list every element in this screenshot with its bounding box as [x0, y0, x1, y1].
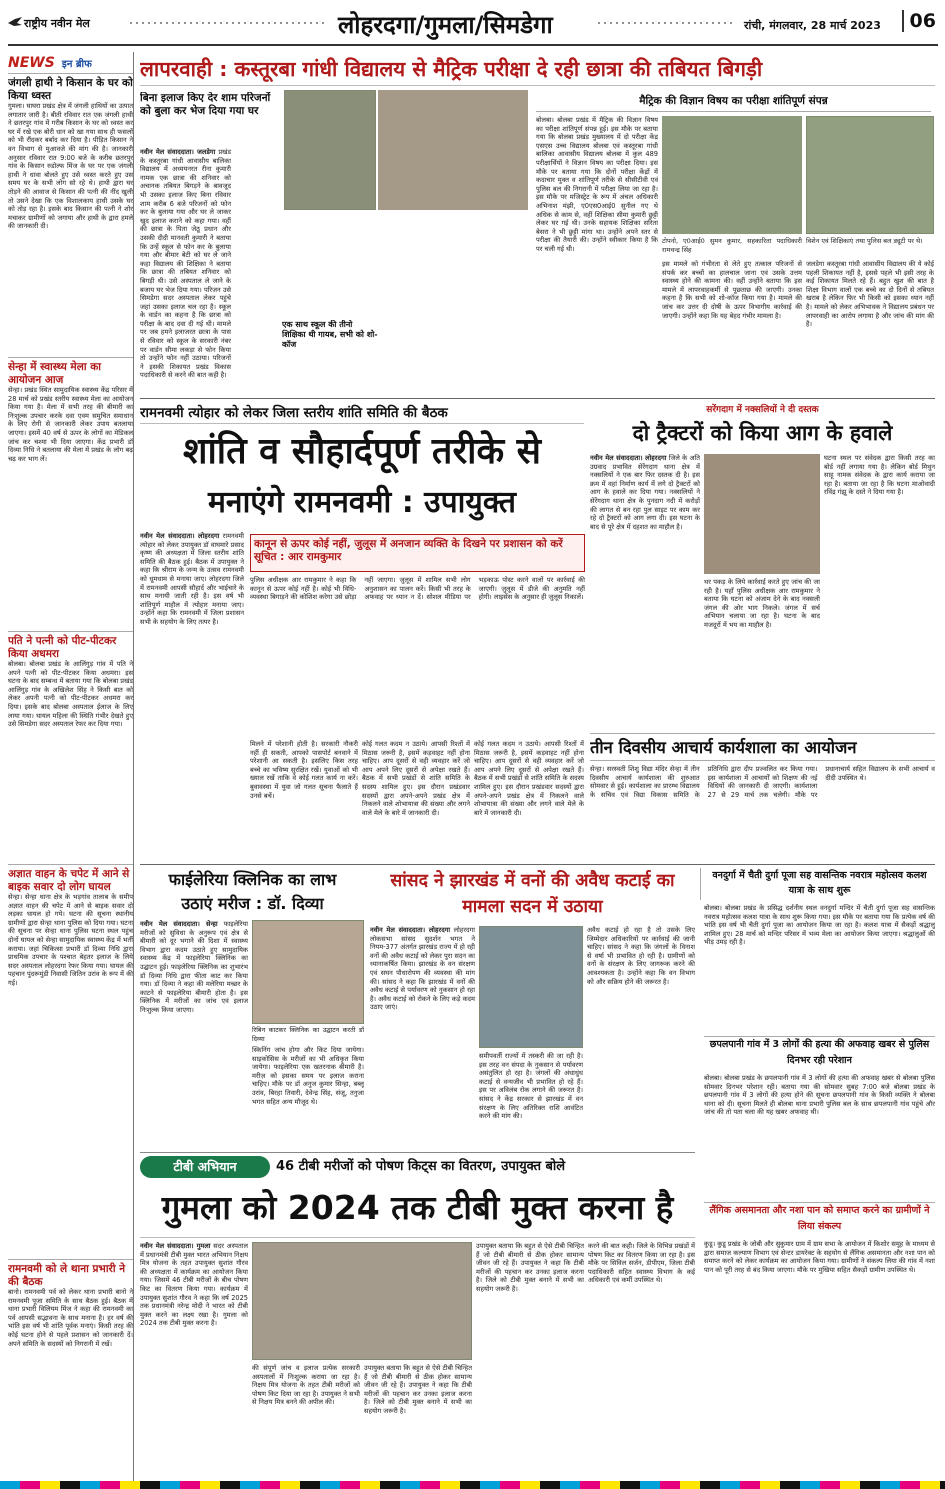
brand-logo	[8, 16, 128, 32]
ramnavami-body-3: कोई गलत कदम न उठाये। आपसी रिश्तों में मिठास जरूरी है, इसमें कड़वाहट नहीं होना चाहिए। आप दूसरों से वही व्यवहार करें जो आप अपने लिए दूसरों से अपेक्षा रखते हैं। बैठक में सभी प्रखंडों से शांति समिति के सदस्य शामिल हुए। इस दौरान प्रखंडवार सदस्यों द्वारा अपने-अपने प्रखंड क्षेत्र में निकलने वाले शोभायात्रा की संख्या और लगने वाले मेले के बारे में जानकारी दी।	[362, 740, 470, 817]
navratri-headline-3: लैंगिक असमानता और नशा पान को समाप्त करने का ग्रामीणों ने लिया संकल्प	[704, 1202, 935, 1236]
header-dots	[128, 20, 328, 28]
bird-icon	[8, 17, 22, 29]
section-title: लोहरदगा/गुमला/सिमडेगा	[338, 11, 553, 39]
navratri-headline-2: छपलपानी गांव में 3 लोगों की हत्या की अफवाह खबर से पुलिस दिनभर रही परेशान	[704, 1036, 935, 1070]
photo-mp-portrait	[479, 926, 583, 1048]
tb-body	[140, 1242, 248, 1466]
nib-title: सेन्हा में स्वास्थ्य मेला का आयोजन आज	[8, 361, 101, 386]
science-exam-caption-2: विशेन एवं शिक्षिकाएं तथा पुलिस बल ड्यूटी पर थे।	[806, 237, 923, 245]
nib-title: पति ने पत्नी को पीट-पीटकर किया अधमरा	[8, 635, 117, 660]
nib-title: अज्ञात वाहन के चपेट में आने से बाइक सवार दो लोग घायल	[8, 868, 130, 893]
nib-item-3	[8, 632, 133, 865]
science-exam-body-3: जलडेगा कस्तूरबा गांधी आवासीय विद्यालय की ये कोई पहली शिकायत नहीं है, इससे पहले भी इसी तरह के कई शिकायत मिलते रहे हैं। बहुत खुश की बात है शिक्षा विभाग वालों एक बच्चे का दो दिनों से तबियत खराब है लेकिन फिर भी किसी को इसका ध्यान नहीं है। मामले को लेकर अभिभावक ने विद्यालय प्रबंधन पर लापरवाही का आरोप लगाया है और जांच की मांग की है।	[806, 260, 934, 329]
tb-body-2: की संपूर्ण जांच व इलाज प्रत्येक सरकारी अस्पतालों में निःशुल्क कराया जा रहा है। निक्षय मित्र योजना के तहत टीबी मरीजों को पोषण किट दिया जा रहा है। उपायुक्त ने सभी से निक्षय मित्र बनने की अपील की।	[252, 1364, 360, 1407]
mp-forest-body	[370, 926, 475, 1148]
navratri-body-3: कुडू। कुडू प्रखंड के जोबी और सुकुमार ग्राम में ग्राम सभा के आयोजन में किशोर समूह के माध्यम से द्वारा समाज कल्याण विभाग एवं सेन्टर डायरेक्ट के सहयोग से लैंगिक असमानता और नशा पान को समाप्त करने को लेकर कार्यक्रम का आयोजन किया गया। ग्रामीणों ने संकल्प लिया की गांव में नशा पान को पूरी तरह से बंद किया जाएगा। मौके पर मुखिया सहित सैकड़ों ग्रामीण उपस्थित थे।	[704, 1240, 935, 1274]
tb-body-4: उपायुक्त बताया कि बहुत से ऐसे टीबी चिन्हित हैं जो टीबी बीमारी से ठीक होकर सामान्य जीवन जी रहे हैं। उपायुक्त ने कहा कि टीबी मरीजों की पहचान कर उनका इलाज करना है। जिले को टीबी मुक्त बनाने में सभी का सहयोग जरूरी है।	[476, 1242, 584, 1293]
body-text: रामनवमी त्योहार को लेकर उपायुक्त डॉ वाघमारे प्रसाद कृष्ण की अध्यक्षता में जिला स्तरीय शांति समिति की बैठक हुई। बैठक में उपायुक्त ने कहा कि श्रीराम के जन्म के उत्सव रामनवमी को धूमधाम से मनाया जाए। लोहरदगा जिले में रामनवमी आपसी सौहार्द और भाईचारे के साथ मनायी जाती रही है। इस वर्ष भी शांतिपूर्ण माहौल में त्योहार मनाया जाए। उन्होंने कहा कि रामनवमी में जिला प्रशासन सभी के सहयोग के लिए तत्पर है।	[140, 532, 244, 626]
ramnavami-headline-2: मनाएंगे रामनवमी : उपायुक्त	[207, 485, 517, 520]
nib-body: सेन्हा। प्रखंड स्थित सामुदायिक स्वास्थ्य केंद्र परिसर में 28 मार्च को प्रखंड स्तरीय स्वास्थ्य मेला का आयोजन किया गया है। मेला में सभी तरह की बीमारी का निःशुल्क उपचार करके दवा एवम समुचित समाधान के लिए रोगी से जानकारी लेकर उपाय बतलाया जाएगा। इसमें 40 वर्ष से ऊपर के लोगों का मेडिकल जांच कर चश्मा भी दिया जाएगा। केंद्र प्रभारी डॉ दिव्या निधि ने बतलाया की मेला में प्रखंड के लोग बढ़ चढ़ कर भाग लें।	[8, 386, 133, 463]
tractors-body	[590, 454, 700, 729]
byline: नवीन मेल संवाददाता। लोहरदगा	[590, 454, 667, 462]
photo-exam-officials	[662, 116, 802, 234]
ramnavami-body	[140, 532, 244, 860]
nib-title: जंगली हाथी ने किसान के घर को किया ध्वस्त	[8, 77, 133, 102]
science-exam-body: बोलबा। बोलबा प्रखंड में मैट्रिक की विज्ञान विषय का परीक्षा शांतिपूर्ण संपन्न हुई। इस मौके पर बताया गया कि बोलबा प्रखंड मुख्यालय में दो परीक्षा केंद्र एसएस उच्च विद्यालय बोलबा एवं कस्तूरबा गांधी बालिका आवासीय विद्यालय बोलबा में कुल 489 परीक्षार्थियों ने विज्ञान विषय का परीक्षा दिया। इस मौके पर बताया गया कि दोनों परीक्षा केंद्रों में कदाचार मुक्त व शांतिपूर्ण तरीके से सीसीटीवी एवं पुलिस बल की निगरानी में परीक्षा लिया जा रहा है। इस मौके पर मजिस्ट्रेट के रूप में अंचल अधिकारी अभिनाश मंझी, ए0एस0आई0 सुनील गए थे अधिक से काम से, वहीं शिक्षिका सीमा कुमारी छुट्टी लेकर घर गई थी। उनके सहायक शिक्षिका सरिता बेसरा ने भी छुट्टी मांगा था। उन्होंने अपने स्तर से परीक्षा की तैयारी की। उन्होंने स्वीकार किया है कि पर चली गई थी।	[536, 116, 658, 253]
tb-kicker: 46 टीबी मरीजों को पोषण किट्स का वितरण, उपायुक्त बोले	[276, 1159, 566, 1174]
science-exam-caption-1: टोपनो, ए0आई0 सुमन कुमार, सहकारिता पदाधिकारी रामचन्द्र सिंह	[662, 237, 802, 254]
nib-item-2	[8, 358, 133, 632]
nib-body: बोलबा। बोलबा प्रखंड के आलिंगुड़ गांव में पति ने अपने पत्नी को पीट-पीटकर किया अधमरा। इस घटना के बाद सम्बन्ध में बताया गया कि बोलबा प्रखंड आलिंगुड़ गांव के अखिलेश सिंह ने किसी बात को लेकर अपनी पत्नी को पीट-पीटकर अधमरा कर दिया। इसके बाद बोलबा अस्पताल ईलाज के लिए लाया गया। घायल महिला की स्थिति गंभीर देखते हुए उसे सिमडेगा सदर अस्पताल रेफर कर दिया गया।	[8, 660, 133, 729]
byline: नवीन मेल संवाददाता। लोहरदगा	[370, 926, 451, 934]
mp-forest-body-2: समीपवर्ती राज्यों में तस्करी की जा रही है। इस तरह वन संपदा के नुकसान से पर्यावरण असंतुलित हो रहा है। जंगलों की अंधाधुंध कटाई से वन्यजीव भी प्रभावित हो रहे हैं। इस पर अविलंब रोक लगाने की जरूरत है। सांसद ने केंद्र सरकार से झारखंड में वन संरक्षण के लिए अतिरिक्त राशि आवंटित करने की मांग की।	[479, 1052, 583, 1121]
science-exam-headline: मैट्रिक की विज्ञान विषय का परीक्षा शांतिपूर्ण संपन्न	[536, 94, 931, 112]
filaria-body-2: स्किनिंग जांच होगा और किट दिया जायेगा। साइकोसिस के मरीजों का भी अधिकृत किया जायेगा। फाइलेरिया एक खतरनाक बीमारी है। मरीज़ को इसका समय पर इलाज कराना चाहिए। मौके पर डॉ अनुज कुमार सिन्हा, बब्लू उरांव, बिरहा तिवारी, देवेन्द्र सिंह, संजू, तनुजा भगत सहित अन्य मौजूद थे।	[252, 1046, 364, 1106]
byline: नवीन मेल संवाददाता। लोहरदगा	[140, 532, 220, 540]
ramnavami-kicker: रामनवमी त्योहार को लेकर जिला स्तरीय शांति समिति की बैठक	[140, 402, 584, 424]
science-exam-body-2: इस मामले को गंभीरता से लेते हुए तत्काल परिजनों से संपर्क कर बच्चों का हालचाल जाना एवं उसके उत्तम स्वास्थ्य होने की कामना की। वहीं उन्होंने बताया कि इस मामले में लापरवाहकर्मी से पूछताछ की जाएगी। उनका कहना है कि सभी को शो-कॉज किया गया है। मामले की जांच कर उत्तर दी दोषी के ऊपर विभागीय कार्रवाई की जाएगी। उन्होंने कहा कि यह बेहद गंभीर मामला है।	[662, 260, 802, 320]
body-text: प्रखंड के कस्तूरबा गांधी आवासीय बालिका विद्यालय में अध्ययनरत रीना कुमारी नामक एक छात्रा की शनिवार को अचानक तबियत बिगड़ने के बावजूद भी उसका इलाज किए बिना रविवार शाम करीब 6 बजे परिजनों को फोन कर के बुलाया गया और घर ले जाकर खुद इलाज कराने को कहा गया। वहीं की छात्रा के पिता जेठू प्रधान और उसकी दीदी मानवती कुमारी ने बताया कि उन्हें स्कूल से फोन कर के बुलाया गया और बीमार बेटी को घर ले जाने कहा विद्यालय की शिक्षिका ने बताया कि छात्रा की तबियत शनिवार को बिगड़ी थी। उसे अस्पताल ले जाने के बजाय घर भेज दिया गया। परिजन उसे सिमडेगा सदर अस्पताल लेकर पहुंचे जहां उसका इलाज चल रहा है। स्कूल के वार्डन का कहना है कि छात्रा को परीक्षा के बाद दवा दी गई थी। मामले पर जब हमने इलाजरत छात्रा के पास से रविवार को स्कूल के सरकारी नंबर पर वार्डन सीमा लकड़ा से फोन किया तो उन्होंने फोन नहीं उठाया। परिजनों ने इसकी शिकायत प्रखंड विकास पदाधिकारी से करने की बात कही है।	[140, 148, 231, 380]
mp-forest-body-3: अवैध कटाई हो रहा है तो उसके लिए जिम्मेदार अधिकारियों पर कार्रवाई की जानी चाहिए। सांसद ने कहा कि जंगलों के विनाश से वर्षा भी प्रभावित हो रही है। ग्रामीणों को वनों के संरक्षण के लिए जागरूक करने की आवश्यकता है। उन्होंने कहा कि वन विभाग को और सक्रिय होने की जरूरत है।	[587, 926, 695, 986]
body-text: सदर अस्पताल में प्रधानमंत्री टीबी मुक्त भारत अभियान निक्षय मित्र योजना के तहत उपायुक्त सुशांत गौरव की अध्यक्षता में कार्यक्रम का आयोजन किया गया। जिसमें 46 टीबी मरीजों के बीच पोषण किट का वितरण किया गया। कार्यक्रम में उपायुक्त सुशांत गौरव ने कहा कि वर्ष 2025 तक प्रधानमंत्री नरेन्द्र मोदी ने भारत को टीबी मुक्त करने का लक्ष्य रखा है। गुमला को 2024 तक टीबी मुक्त करना है।	[140, 1242, 248, 1328]
ramnavami-headline-1: शांति व सौहार्दपूर्ण तरीके से	[182, 431, 542, 472]
masthead	[8, 6, 938, 46]
body-text: लोहरदगा लोकसभा सांसद सुदर्शन भगत ने नियम-377 अंतर्गत झारखंड राज्य में हो रही वनों की अवैध कटाई को लेकर पुरा सदन का ध्यानाकर्षित किया। झारखंड के वन संरक्षण एवं सघन पौधारोपण की व्यवस्था की मांग की। सांसद ने कहा कि झारखंड में वनों की अवैध कटाई से पर्यावरण को नुकसान हो रहा है। अवैध कटाई को रोकने के लिए कड़े कदम उठाए जाएं।	[370, 926, 475, 1012]
nib-brief: इन ब्रीफ	[61, 59, 92, 70]
photo-clinic-inauguration	[252, 920, 364, 1024]
divider	[140, 398, 935, 399]
nib-body: सेन्हा। सेन्हा थाना क्षेत्र के भड़गांव तालाब के समीप अज्ञात वाहन की चपेट में आने से बाइक सवार दो लड़का घायल हो गये। घटना की सूचना स्थानीय ग्रामीणों द्वारा सेन्हा थाना पुलिस को दिया गया। घटना की सूचना पर सेन्हा थाना पुलिस घटना स्थल पहुंच दोनों घायल को सेन्हा सामुदायिक स्वास्थ्य केंद्र में भर्ती कराया। जहां चिकित्सा प्रभारी डॉ दिव्या निधि द्वारा प्राथमिक उपचार के पश्चात बेहतर इलाज के लिये सदर अस्पताल लोहरदगा रेफर किया गया। घायल की पहचान पुंदरूमुंडी निवासी जितिन उरांव के रूप में की गई।	[8, 893, 133, 987]
byline: नवीन मेल संवाददाता। गुमला	[140, 1242, 211, 1250]
tractors-kicker: सरेंगदाग में नक्सलियों ने दी दस्तक	[706, 405, 819, 415]
news-in-brief-sidebar	[8, 52, 134, 1482]
tb-banner: टीबी अभियान	[140, 1156, 270, 1178]
ramnavami-body-2: मिलने में परेशानी होती है। सरकारी नौकरी नहीं ही सकती, आपको पासपोर्ट बनवाने में परेशानी आ सकती है। इसलिए किस तरह बच्चे का भविष्य सुरक्षित रखें। युवाओं को भी ख्याल रखें ताकि वे कोई गलत कार्य ना करें। बुवावस्था में युवा जो गलत सूचना फैलाते हैं उनसे बचें।	[250, 740, 358, 800]
tb-body-5: करने की बात कही। जिले के विभिन्न प्रखंडों में पोषण किट का वितरण किया जा रहा है। इस मौके पर सिविल सर्जन, डीपीएम, जिला टीबी पदाधिकारी सहित स्वास्थ्य विभाग के कई अधिकारी एवं कर्मी उपस्थित थे।	[588, 1242, 695, 1285]
tb-body-3: उपायुक्त बताया कि बहुत से ऐसे टीबी चिन्हित हैं जो टीबी बीमारी से ठीक होकर सामान्य जीवन जी रहे हैं। उपायुक्त ने कहा कि टीबी मरीजों की पहचान कर उनका इलाज करना है। जिले को टीबी मुक्त बनाने में सभी का सहयोग जरूरी है।	[364, 1364, 472, 1415]
byline: नवीन मेल संवाददाता। जलडेगा	[140, 148, 216, 156]
photo-burnt-tractor	[704, 454, 820, 574]
nib-title: रामनवमी को ले थाना प्रभारी ने की बैठक	[8, 1263, 126, 1288]
header-dots-2	[596, 20, 736, 28]
nib-logo	[8, 52, 133, 74]
divider	[140, 864, 935, 865]
page-number: 06	[902, 10, 936, 32]
print-color-strip	[0, 1481, 945, 1489]
acharya-headline: तीन दिवसीय आचार्य कार्यशाला का आयोजन	[590, 733, 935, 761]
dateline: रांची, मंगलवार, 28 मार्च 2023	[744, 19, 881, 32]
navratri-body-2: बोलबा। बोलबा प्रखंड के छपलपानी गांव में 3 लोगों की हत्या की अफवाह खबर से बोलबा पुलिस सोमवार दिनभर परेशान रही। बताया गया की सोमवार सुबह 7:00 बजे बोलबा प्रखंड के छपलपानी गांव में 3 लोगों की हत्या होने की सूचना छपलपानी गांव के किसी व्यक्ति ने बोलबा थाना को दी। सूचना मिलते ही बोलबा थाना प्रभारी पुलिस बल के साथ छपलपानी गांव पहुंचे और जांच की तो पता चला की यह खबर अफवाह थी।	[704, 1074, 935, 1117]
filaria-body	[140, 920, 248, 1148]
filaria-headline-2: उठाएं मरीज : डॉ. दिव्या	[181, 894, 324, 913]
tractors-body-3: घटना स्थल पर संवेदक द्वारा किसी तरह का बोर्ड नहीं लगाया गया है। लेकिन बोर्ड मिथुन साहू नामक संवेदक के द्वारा कार्य कराया जा रहा है। बताया जा रहा है कि घटना माओवादी रविंद्र गंझू के दस्ते ने दिया गया है।	[824, 454, 935, 497]
tb-headline: गुमला को 2024 तक टीबी मुक्त करना है	[140, 1180, 695, 1238]
navratri-headline: वनदुर्गा में चैती दुर्गा पूजा सह वासन्तिक नवरात्र महोत्सव कलश यात्रा के साथ शुरू	[700, 868, 935, 900]
top-story-caption: एक साथ स्कूल की तीनो शिक्षिका थी गायब, सभी को शो-कॉज	[282, 320, 378, 349]
ramnavami-quote-body: पुलिस अधीक्षक आर रामकुमार ने कहा कि कानून से ऊपर कोई नहीं है। कोई भी विधि-व्यवस्था बिगाड़ने की कोशिश करेगा उसे छोड़ा नहीं जाएगा। जुलूस में शामिल सभी लोग अनुशासन का पालन करें। किसी भी तरह के अफवाह पर ध्यान न दें। सोशल मीडिया पर भड़काऊ पोस्ट करने वालों पर कार्रवाई की जाएगी। जुलूस में डीजे की अनुमति नहीं होगी। लाइसेंस के अनुसार ही जुलूस निकालें।	[250, 576, 585, 602]
ramnavami-quote: कानून से ऊपर कोई नहीं, जुलूस में अनजान व्यक्ति के दिखने पर प्रशासन को करें सूचित : आर रामकुमार	[250, 534, 585, 572]
nib-item-4	[8, 865, 133, 1260]
nib-item-5	[8, 1260, 133, 1470]
top-story-body	[140, 148, 528, 393]
acharya-body: सेन्हा। सरस्वती शिशु विद्या मंदिर सेन्हा में तीन दिवसीय आचार्य कार्यशाला की शुरुआत सोमवार से हुई। कार्यशाला का प्रारम्भ विद्यालय के सचिव एवं विद्या विकास समिति के प्रतिनिधि द्वारा दीप प्रज्वलित कर किया गया। इस कार्यशाला में आचार्यों को शिक्षण की नई विधियों की जानकारी दी जाएगी। कार्यशाला 27 से 29 मार्च तक चलेगी। मौके पर प्रधानाचार्य सहित विद्यालय के सभी आचार्य व दीदी उपस्थित थे।	[590, 765, 935, 799]
tractors-body-2: थर पकड़ के लिये कार्रवाई करते हुए जांच की जा रही है। यहाँ पुलिस अधीक्षक आर रामकुमार ने बताया कि घटना को अंजाम देने के बाद नक्सली जंगल की ओर भाग निकले। जंगल में सर्च अभियान चलाया जा रहा है। घटना के बाद मजदूरों में भय का माहौल है।	[704, 578, 820, 629]
filaria-headline-1: फाईलेरिया क्लिनिक का लाभ	[168, 870, 337, 889]
brand-name: राष्ट्रीय नवीन मेल	[24, 17, 90, 30]
byline: नवीन मेल संवाददाता। सेन्हा	[140, 920, 218, 928]
ramnavami-body-4: कोई गलत कदम न उठाये। आपसी रिश्तों में मिठास जरूरी है, इसमें कड़वाहट नहीं होना चाहिए। आप दूसरों से वही व्यवहार करें जो आप अपने लिए दूसरों से अपेक्षा रखते हैं। बैठक में सभी प्रखंडों से शांति समिति के सदस्य शामिल हुए। इस दौरान प्रखंडवार सदस्यों द्वारा अपने-अपने प्रखंड क्षेत्र में निकलने वाले शोभायात्रा की संख्या और लगने वाले मेले के बारे में जानकारी दी।	[474, 740, 584, 817]
body-text: फाइलेरिया मरीजों को सुविधा के अनुरूप एवं क्षेत्र से बीमारी को दूर भगाने की दिशा में स्वास्थ्य विभाग द्वारा कदम उठाते हुए सामुदायिक स्वास्थ्य केंद्र में फाइलेरिया क्लिनिक का उद्घाटन हुई। फाइलेरिया क्लिनिक का शुभारंभ डॉ दिव्या निधि द्वारा फीता काट कर किया गया। डॉ दिव्या ने कहा की मलेरिया मच्छर के काटने से फाइलेरिया बीमारी होता है। इस क्लिनिक में मरीजों का जांच एवं इलाज निःशुल्क किया जाएगा।	[140, 920, 248, 1014]
mp-forest-headline: सांसद ने झारखंड में वनों की अवैध कटाई का मामला सदन में उठाया	[390, 871, 675, 917]
body-text: जिले के अति उग्रवाद प्रभावित सेरेंगदाग थाना क्षेत्र में नक्सलियों ने एक बार फिर दस्तक दी है। इस क्रम में वहां निर्माण कार्य में लगे दो ट्रैक्टरों को आग के हवाले कर दिया गया। नक्सलियों ने सेरेंगदाग थाना क्षेत्र के पुनदाग नदी में करोड़ों की लागत से बन रहा पुल साइट पर काम कर रहे दो ट्रैक्टरों को आग लगा दी। इस घटना के बाद से पूरे क्षेत्र में दहशत का माहौल है।	[590, 454, 700, 531]
nib-body: गुमला। घाघरा प्रखंड क्षेत्र में जंगली हाथियों का उत्पात लगातार जारी है। बीती रविवार रात एक जंगली हाथी ने छतरपुर गांव में गरीब किसान के घर को ध्वस्त कर घर में रखे एक बोरी धान को खा गया साथ ही फसलों को भी रौंदकर बर्बाद कर दिया है। पीड़ित किसान ने वन विभाग से मुआवजे की मांग की है। जानकारी अनुसार रविवार रात 9:00 बजे के करीब छतरपुर गांव के किसान रुडोल्फ मिंज के घर पर एक जंगली हाथी ने धावा बोलते हुए उसे ध्वस्त करते हुए उस समय घर के सभी लोग सो रहे थे। हाथी द्वारा घर तोड़ने की आवाज से किसान की पत्नी की नींद खुली तो उसने देखा कि एक विशालकाय हाथी उसके घर को तोड़ रहा है। इसके बाद किसान की पत्नी ने शोर मचाकर ग्रामीणों को जगाया और हाथी के द्वारा हमले की जानकारी दी।	[8, 102, 133, 231]
tractors-headline: दो ट्रैक्टरों को किया आग के हवाले	[632, 421, 893, 445]
tb-banner-row	[140, 1152, 695, 1178]
filaria-caption: रिबिन काटकर क्लिनिक का उद्घाटन करती डॉ दिव्या	[252, 1026, 364, 1043]
navratri-body: बोलबा। बोलबा प्रखंड के प्रसिद्ध दर्शनीय स्थल वनदुर्गा मन्दिर में चैती दुर्गा पूजा सह वासन्तिक नवरात्र महोत्सव कलश यात्रा के साथ शुरू किया गया। इस मौके पर बताया गया कि प्रत्येक वर्ष की भांति इस वर्ष भी चैती दुर्गा पूजा का आयोजन किया जा रहा है। कलश यात्रा में सैकड़ों श्रद्धालु शामिल हुए। 28 मार्च को मन्दिर परिसर में भव्य मेला का आयोजन किया जाएगा। श्रद्धालुओं की भीड़ उमड़ रही है।	[704, 904, 935, 947]
top-story-headline: लापरवाही : कस्तूरबा गांधी विद्यालय से मैट्रिक परीक्षा दे रही छात्रा की तबियत बिगड़ी	[140, 52, 935, 86]
photo-exam-police	[806, 116, 934, 234]
nib-body: बानो। रामनवमी पर्व को लेकर थाना प्रभारी बानो ने रामनवमी पूजा समिति के साथ बैठक हुई। बैठक में थाना प्रभारी विलियम मिंज ने कहा की रामनवमी का पर्व आपसी सद्भावना के साथ मनाना है। हर वर्ष की भांति इस वर्ष भी शांति पूर्वक मनाएं। किसी तरह की कोई घटना होने से पहले प्रशासन को जानकारी दें। अपने समिति के सदस्यों को निगरानी में रखें।	[8, 1288, 133, 1348]
top-story-subhead: बिना इलाज किए देर शाम परिजनों को बुला कर भेज दिया गया घर	[140, 92, 271, 117]
nib-news: NEWS	[8, 55, 55, 71]
nib-item-1	[8, 74, 133, 358]
photo-tb-kit-distribution	[252, 1242, 472, 1360]
